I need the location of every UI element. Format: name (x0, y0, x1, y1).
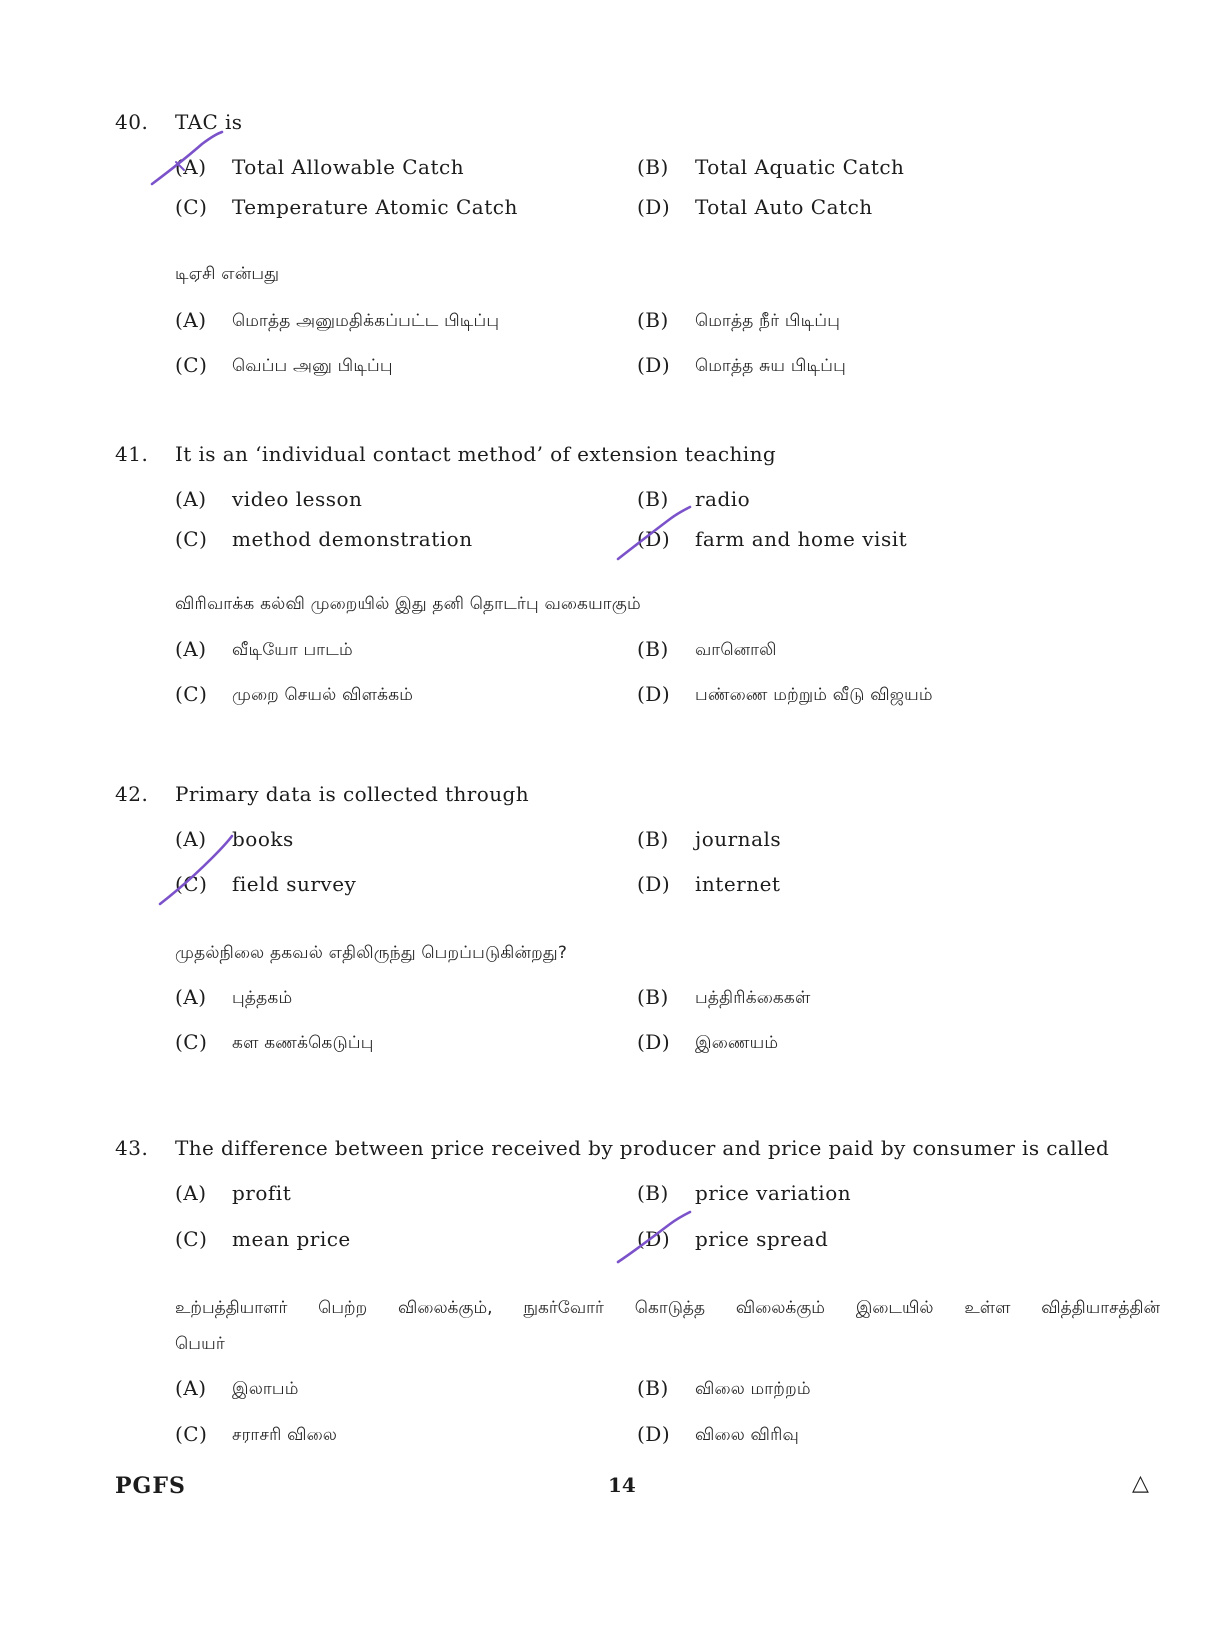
option-c-letter: (C) (175, 872, 208, 896)
tamil-option-d-letter: (D) (637, 1422, 671, 1446)
question-stem: It is an ‘individual contact method’ of extension teaching (175, 442, 777, 466)
option-a-letter: (A) (175, 155, 207, 179)
tamil-option-d-text: மொத்த சுய பிடிப்பு (695, 356, 846, 376)
tamil-option-b-text: விலை மாற்றம் (695, 1379, 811, 1399)
option-d-letter: (D) (637, 527, 671, 551)
option-c-letter: (C) (175, 527, 208, 551)
option-a-letter: (A) (175, 487, 207, 511)
option-c-letter: (C) (175, 195, 208, 219)
question-number: 40. (115, 110, 149, 134)
tamil-option-c-letter: (C) (175, 1030, 208, 1054)
tamil-option-b-text: மொத்த நீர் பிடிப்பு (695, 311, 841, 331)
option-b-text: Total Aquatic Catch (695, 155, 905, 179)
tamil-option-c-text: கள கணக்கெடுப்பு (232, 1033, 374, 1053)
option-d-text: price spread (695, 1227, 829, 1251)
option-b-letter: (B) (637, 827, 669, 851)
tamil-option-b-text: வானொலி (695, 640, 777, 660)
question-number: 41. (115, 442, 149, 466)
option-d-letter: (D) (637, 872, 671, 896)
option-b-letter: (B) (637, 155, 669, 179)
tamil-option-d-letter: (D) (637, 353, 671, 377)
option-a-letter: (A) (175, 827, 207, 851)
tamil-option-d-text: விலை விரிவு (695, 1425, 799, 1445)
tamil-option-b-letter: (B) (637, 985, 669, 1009)
tamil-stem: டிஏசி என்பது (175, 264, 280, 284)
option-d-letter: (D) (637, 195, 671, 219)
tamil-option-c-letter: (C) (175, 353, 208, 377)
tamil-option-c-letter: (C) (175, 682, 208, 706)
triangle-mark-icon: △ (1132, 1471, 1149, 1496)
question-stem: Primary data is collected through (175, 782, 529, 806)
option-a-letter: (A) (175, 1181, 207, 1205)
option-c-text: method demonstration (232, 527, 473, 551)
tamil-option-c-letter: (C) (175, 1422, 208, 1446)
option-d-text: farm and home visit (695, 527, 908, 551)
option-c-text: mean price (232, 1227, 351, 1251)
tamil-option-b-letter: (B) (637, 637, 669, 661)
tamil-option-d-letter: (D) (637, 682, 671, 706)
tamil-option-a-letter: (A) (175, 637, 207, 661)
tamil-stem-line-1: உற்பத்தியாளர் பெற்ற விலைக்கும், நுகர்வோர் கொடுத்த விலைக்கும் இடையில் உள்ள வித்தியாசத்தின் (175, 1298, 1160, 1318)
option-b-letter: (B) (637, 1181, 669, 1205)
question-number: 42. (115, 782, 149, 806)
option-b-letter: (B) (637, 487, 669, 511)
option-b-text: journals (695, 827, 782, 851)
question-number: 43. (115, 1136, 149, 1160)
tamil-option-b-letter: (B) (637, 308, 669, 332)
option-b-text: price variation (695, 1181, 852, 1205)
tamil-option-c-text: சராசரி விலை (232, 1425, 338, 1445)
tamil-stem: முதல்நிலை தகவல் எதிலிருந்து பெறப்படுகின்றது? (175, 943, 568, 963)
tamil-option-a-text: வீடியோ பாடம் (232, 640, 353, 660)
option-c-letter: (C) (175, 1227, 208, 1251)
tamil-option-a-letter: (A) (175, 308, 207, 332)
option-d-letter: (D) (637, 1227, 671, 1251)
tamil-option-b-letter: (B) (637, 1376, 669, 1400)
option-d-text: Total Auto Catch (695, 195, 873, 219)
option-a-text: Total Allowable Catch (232, 155, 465, 179)
tamil-option-d-text: இணையம் (695, 1033, 779, 1053)
booklet-code: PGFS (115, 1473, 186, 1499)
question-stem: The difference between price received by producer and price paid by consumer is called (175, 1136, 1110, 1160)
tamil-option-d-text: பண்ணை மற்றும் வீடு விஜயம் (695, 685, 933, 705)
question-stem: TAC is (175, 110, 243, 134)
tamil-stem-line-2: பெயர் (175, 1334, 225, 1354)
tamil-option-b-text: பத்திரிக்கைகள் (695, 988, 811, 1008)
option-a-text: profit (232, 1181, 292, 1205)
tamil-option-a-letter: (A) (175, 985, 207, 1009)
tamil-option-a-letter: (A) (175, 1376, 207, 1400)
tamil-option-a-text: மொத்த அனுமதிக்கப்பட்ட பிடிப்பு (232, 311, 500, 331)
tamil-option-a-text: இலாபம் (232, 1379, 299, 1399)
tamil-option-d-letter: (D) (637, 1030, 671, 1054)
option-d-text: internet (695, 872, 781, 896)
option-a-text: books (232, 827, 294, 851)
tamil-stem: விரிவாக்க கல்வி முறையில் இது தனி தொடர்பு வகையாகும் (175, 594, 641, 614)
tamil-option-c-text: வெப்ப அனு பிடிப்பு (232, 356, 393, 376)
option-b-text: radio (695, 487, 751, 511)
page-number: 14 (608, 1473, 636, 1497)
tamil-option-a-text: புத்தகம் (232, 988, 293, 1008)
option-c-text: field survey (232, 872, 357, 896)
tamil-option-c-text: முறை செயல் விளக்கம் (232, 685, 414, 705)
option-c-text: Temperature Atomic Catch (232, 195, 518, 219)
option-a-text: video lesson (232, 487, 363, 511)
